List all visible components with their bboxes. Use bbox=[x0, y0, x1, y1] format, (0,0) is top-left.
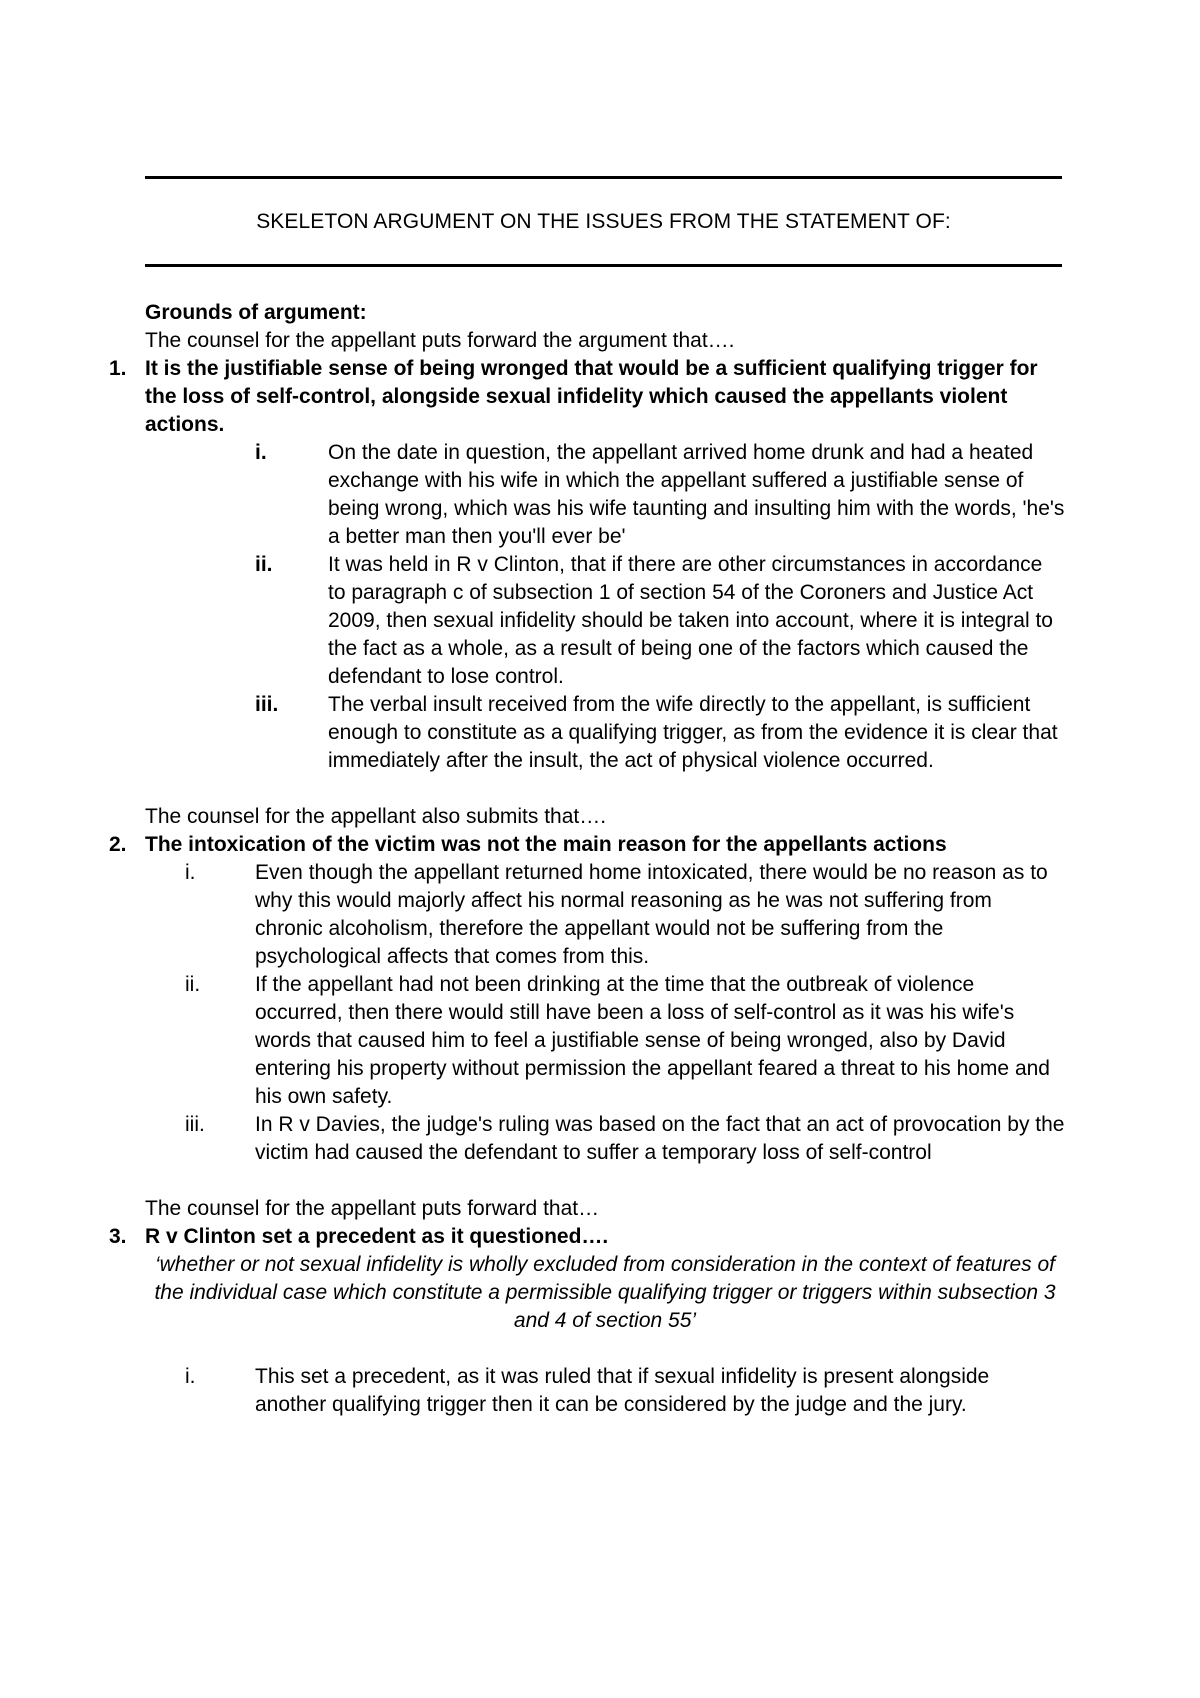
point-marker: i. bbox=[185, 1365, 196, 1388]
point-marker: ii. bbox=[185, 973, 201, 996]
point-marker: i. bbox=[185, 861, 196, 884]
intro-1: The counsel for the appellant puts forward the argument that…. bbox=[145, 329, 735, 352]
point-marker: i. bbox=[255, 441, 267, 464]
argument-2-point-i bbox=[145, 859, 1065, 971]
point-text: The verbal insult received from the wife directly to the appellant, is sufficient enough to constitute as a qualifying trigger, as from the evidence it is clear that immediately after the insult, the act of physical violence occurred. bbox=[328, 693, 1058, 772]
intro-2: The counsel for the appellant also submits that…. bbox=[145, 805, 607, 828]
point-marker: iii. bbox=[185, 1113, 205, 1136]
bottom-rule bbox=[145, 264, 1062, 267]
argument-1-point-i bbox=[145, 439, 1065, 551]
top-rule bbox=[145, 176, 1062, 179]
document-body bbox=[109, 299, 1065, 1419]
point-text: This set a precedent, as it was ruled that if sexual infidelity is present alongside another qualifying trigger then it can be considered by the judge and the jury. bbox=[255, 1365, 990, 1416]
argument-1-number: 1. bbox=[109, 357, 127, 380]
argument-3-text: R v Clinton set a precedent as it questioned…. bbox=[145, 1225, 609, 1248]
grounds-label: Grounds of argument: bbox=[145, 301, 367, 324]
argument-3-point-i bbox=[145, 1363, 1065, 1419]
argument-3 bbox=[109, 1223, 1065, 1251]
point-marker: iii. bbox=[255, 693, 279, 716]
point-text: In R v Davies, the judge's ruling was based on the fact that an act of provocation by the victim had caused the defendant to suffer a temporary loss of self-control bbox=[255, 1113, 1065, 1164]
argument-3-number: 3. bbox=[109, 1225, 127, 1248]
argument-2-point-ii bbox=[145, 971, 1065, 1111]
point-text: It was held in R v Clinton, that if there are other circumstances in accordance to paragraph c of subsection 1 of section 54 of the Coroners and Justice Act 2009, then sexual infidelity should be taken into account, where it is integral to the fact as a whole, as a result of being one of the factors which caused the defendant to lose control. bbox=[328, 553, 1053, 688]
argument-1 bbox=[109, 355, 1065, 439]
spacer bbox=[145, 1167, 1065, 1195]
argument-2-text: The intoxication of the victim was not the main reason for the appellants actions bbox=[145, 833, 947, 856]
argument-2 bbox=[109, 831, 1065, 859]
point-text: On the date in question, the appellant arrived home drunk and had a heated exchange with his wife in which the appellant suffered a justifiable sense of being wrong, which was his wife taunting and insulting him with the words, 'he's a better man then you'll ever be' bbox=[328, 441, 1065, 548]
document-heading: SKELETON ARGUMENT ON THE ISSUES FROM THE STATEMENT OF: bbox=[256, 210, 951, 233]
argument-1-point-ii bbox=[145, 551, 1065, 691]
intro-3: The counsel for the appellant puts forward that… bbox=[145, 1197, 600, 1220]
argument-1-point-iii bbox=[145, 691, 1065, 775]
clinton-quote: ‘whether or not sexual infidelity is wholly excluded from consideration in the context of features of the individual case which constitute a permissible qualifying trigger or triggers within subsection 3 and 4 of section 55’ bbox=[154, 1253, 1056, 1332]
argument-2-point-iii bbox=[145, 1111, 1065, 1167]
argument-2-number: 2. bbox=[109, 833, 127, 856]
spacer bbox=[145, 775, 1065, 803]
point-text: Even though the appellant returned home intoxicated, there would be no reason as to why this would majorly affect his normal reasoning as he was not suffering from chronic alcoholism, therefore the appellant would not be suffering from the psychological affects that comes from this. bbox=[255, 861, 1048, 968]
point-marker: ii. bbox=[255, 553, 273, 576]
argument-1-text: It is the justifiable sense of being wronged that would be a sufficient qualifying trigger for the loss of self-control, alongside sexual infidelity which caused the appellants violent actions. bbox=[145, 357, 1038, 436]
point-text: If the appellant had not been drinking at the time that the outbreak of violence occurred, then there would still have been a loss of self-control as it was his wife's words that caused him to feel a justifiable sense of being wronged, also by David entering his property without permission the appellant feared a threat to his home and his own safety. bbox=[255, 973, 1050, 1108]
spacer bbox=[145, 1335, 1065, 1363]
